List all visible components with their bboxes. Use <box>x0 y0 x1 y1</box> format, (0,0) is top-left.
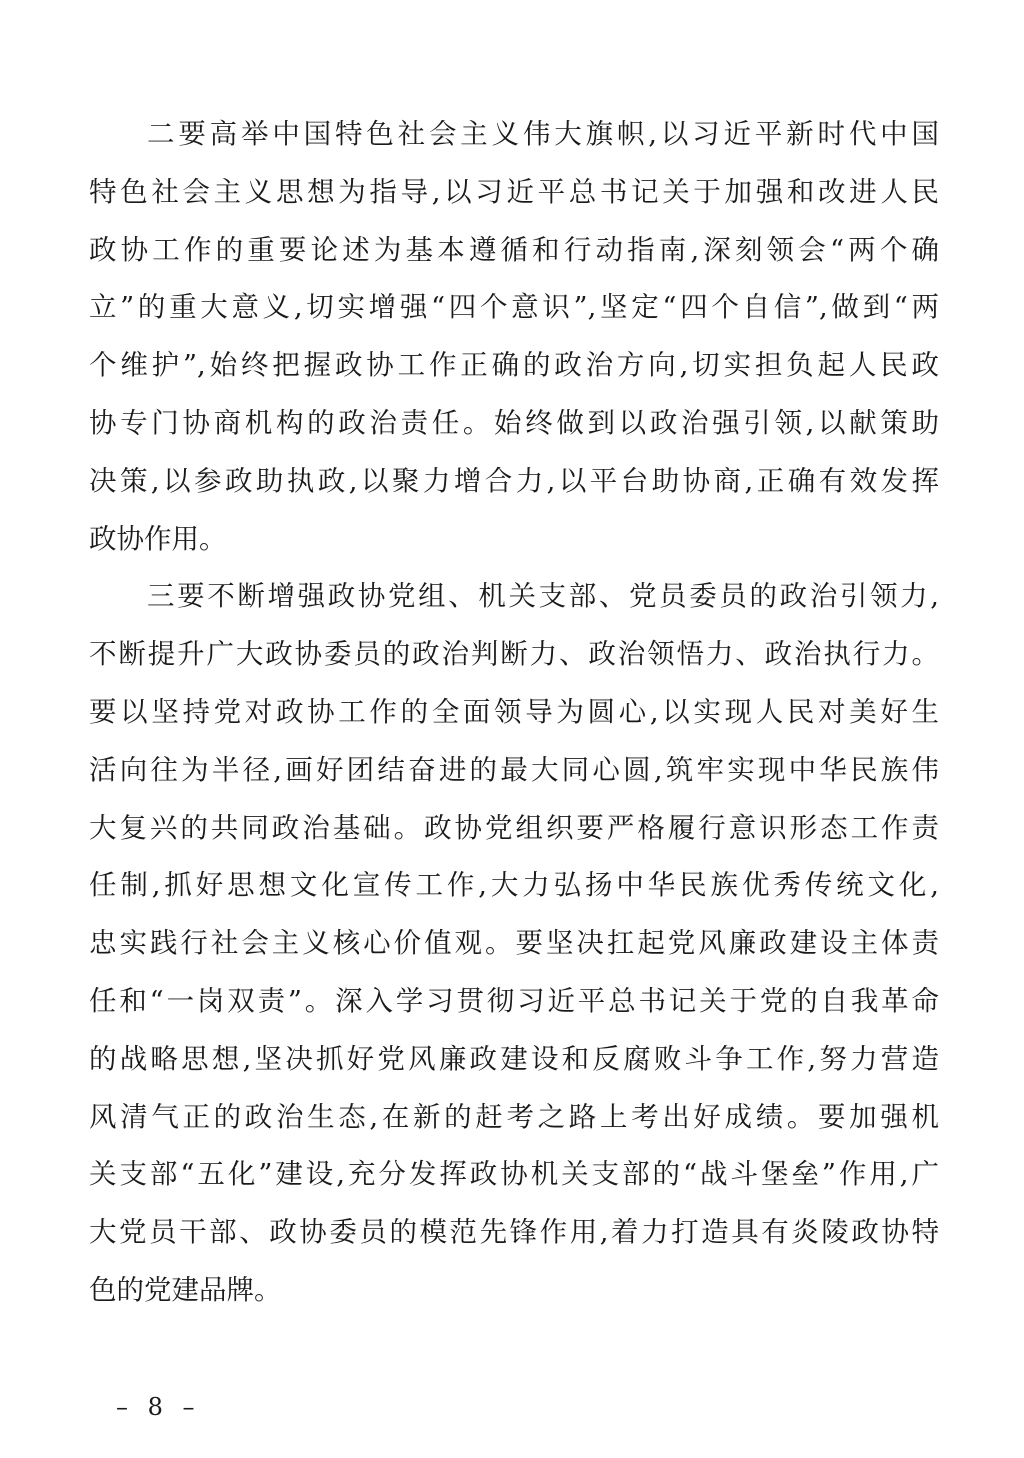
paragraph-line: 二要高举中国特色社会主义伟大旗帜,以习近平新时代中国 <box>147 118 939 150</box>
paragraph-3 <box>89 568 939 1319</box>
paragraph-line: 活向往为半径,画好团结奋进的最大同心圆,筑牢实现中华民族伟 <box>89 753 939 786</box>
page-number: – 8 – <box>116 1393 201 1421</box>
paragraph-line: 特色社会主义思想为指导,以习近平总书记关于加强和改进人民 <box>89 175 939 208</box>
paragraph-line: 任和“一岗双责”。深入学习贯彻习近平总书记关于党的自我革命 <box>89 984 939 1017</box>
paragraph-line: 关支部“五化”建设,充分发挥政协机关支部的“战斗堡垒”作用,广 <box>89 1158 939 1191</box>
paragraph-line: 政协工作的重要论述为基本遵循和行动指南,深刻领会“两个确 <box>89 233 939 266</box>
paragraph-line: 个维护”,始终把握政协工作正确的政治方向,切实担负起人民政 <box>89 349 939 382</box>
paragraph-line: 政协作用。 <box>89 522 227 555</box>
paragraph-line: 的战略思想,坚决抓好党风廉政建设和反腐败斗争工作,努力营造 <box>89 1042 939 1075</box>
paragraph-line: 大复兴的共同政治基础。政协党组织要严格履行意识形态工作责 <box>89 811 939 844</box>
paragraph-2 <box>89 106 939 568</box>
paragraph-line: 协专门协商机构的政治责任。始终做到以政治强引领,以献策助 <box>89 406 939 439</box>
paragraph-line: 三要不断增强政协党组、机关支部、党员委员的政治引领力, <box>147 580 939 613</box>
paragraph-line: 决策,以参政助执政,以聚力增合力,以平台助协商,正确有效发挥 <box>89 464 939 497</box>
paragraph-line: 立”的重大意义,切实增强“四个意识”,坚定“四个自信”,做到“两 <box>89 291 939 324</box>
body-text <box>89 106 939 1320</box>
paragraph-line: 忠实践行社会主义核心价值观。要坚决扛起党风廉政建设主体责 <box>89 927 939 960</box>
paragraph-line: 要以坚持党对政协工作的全面领导为圆心,以实现人民对美好生 <box>89 695 939 728</box>
paragraph-line: 风清气正的政治生态,在新的赶考之路上考出好成绩。要加强机 <box>89 1100 939 1133</box>
paragraph-line: 大党员干部、政协委员的模范先锋作用,着力打造具有炎陵政协特 <box>89 1216 939 1249</box>
paragraph-line: 任制,抓好思想文化宣传工作,大力弘扬中华民族优秀传统文化, <box>89 869 939 902</box>
paragraph-line: 不断提升广大政协委员的政治判断力、政治领悟力、政治执行力。 <box>89 638 939 671</box>
paragraph-line: 色的党建品牌。 <box>89 1273 282 1306</box>
